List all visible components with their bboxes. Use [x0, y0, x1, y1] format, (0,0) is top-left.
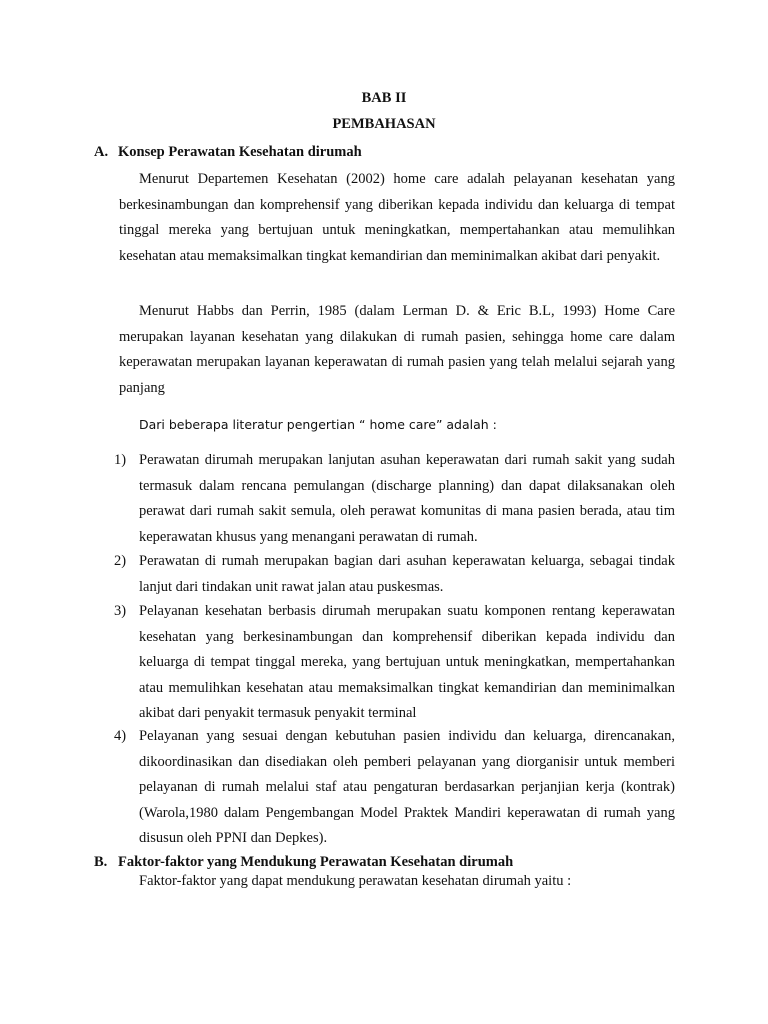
section-b-intro: Faktor-faktor yang dapat mendukung perawatan kesehatan dirumah yaitu : [139, 873, 572, 889]
section-a-paragraph-2: Menurut Habbs dan Perrin, 1985 (dalam Lerman D. & Eric B.L, 1993) Home Care merupakan layanan kesehatan yang dilakukan di rumah pasien, sehingga home care dalam keperawatan merupakan layanan keperawatan di rumah pasien yang telah melalui sejarah yang panjang [119, 303, 675, 396]
list-item-text: Perawatan di rumah merupakan bagian dari asuhan keperawatan keluarga, sebagai tindak lanjut dari tindakan unit rawat jalan atau puskesmas. [139, 553, 675, 595]
chapter-title: PEMBAHASAN [332, 116, 436, 132]
list-item-text: Pelayanan yang sesuai dengan kebutuhan pasien individu dan keluarga, direncanakan, dikoordinasikan dan disediakan oleh pemberi pelayanan yang diorganisir untuk memberi pelayanan di rumah melalui staf atau pengaturan berdasarkan perjanjian kerja (kontrak) (Warola,1980 dalam Pengembangan Model Praktek Mandiri keperawatan di rumah yang disusun oleh PPNI dan Depkes). [139, 728, 675, 846]
section-a-title: Konsep Perawatan Kesehatan dirumah [118, 144, 362, 160]
section-a-heading [94, 143, 362, 161]
chapter-label: BAB II [361, 90, 407, 106]
list-intro: Dari beberapa literatur pengertian “ home care” adalah : [139, 417, 497, 432]
list-item-number: 2) [114, 553, 127, 569]
list-item [114, 549, 675, 600]
list-item-number: 4) [114, 728, 127, 744]
section-b-letter: B. [94, 854, 108, 870]
list-item-number: 1) [114, 452, 127, 468]
list-item [114, 599, 675, 727]
list-item-number: 3) [114, 603, 127, 619]
section-a-paragraph-1: Menurut Departemen Kesehatan (2002) home care adalah pelayanan kesehatan yang berkesinambungan dan komprehensif yang diberikan kepada individu dan keluarga di tempat tinggal mereka yang bertujuan untuk meningkatkan, mempertahankan atau memulihkan kesehatan atau memaksimalkan tingkat kemandirian dan meminimalkan akibat dari penyakit. [119, 171, 675, 264]
section-a-letter: A. [94, 144, 109, 160]
list-item-text: Pelayanan kesehatan berbasis dirumah merupakan suatu komponen rentang keperawatan kesehatan yang berkesinambungan dan komprehensif diberikan kepada individu dan keluarga di tempat tinggal mereka, yang bertujuan untuk meningkatkan, mempertahankan atau memulihkan kesehatan atau memaksimalkan tingkat kemandirian dan meminimalkan akibat dari penyakit termasuk penyakit terminal [139, 603, 675, 721]
list-item-text: Perawatan dirumah merupakan lanjutan asuhan keperawatan dari rumah sakit yang sudah termasuk dalam rencana pemulangan (discharge planning) dan dapat dilaksanakan oleh perawat dari rumah sakit semula, oleh perawat komunitas di mana pasien berada, atau tim keperawatan khusus yang menangani perawatan di rumah. [139, 452, 675, 545]
list-item [114, 724, 675, 852]
section-b-title: Faktor-faktor yang Mendukung Perawatan Kesehatan dirumah [118, 854, 514, 870]
section-b-heading [94, 853, 513, 871]
list-item [114, 448, 675, 550]
